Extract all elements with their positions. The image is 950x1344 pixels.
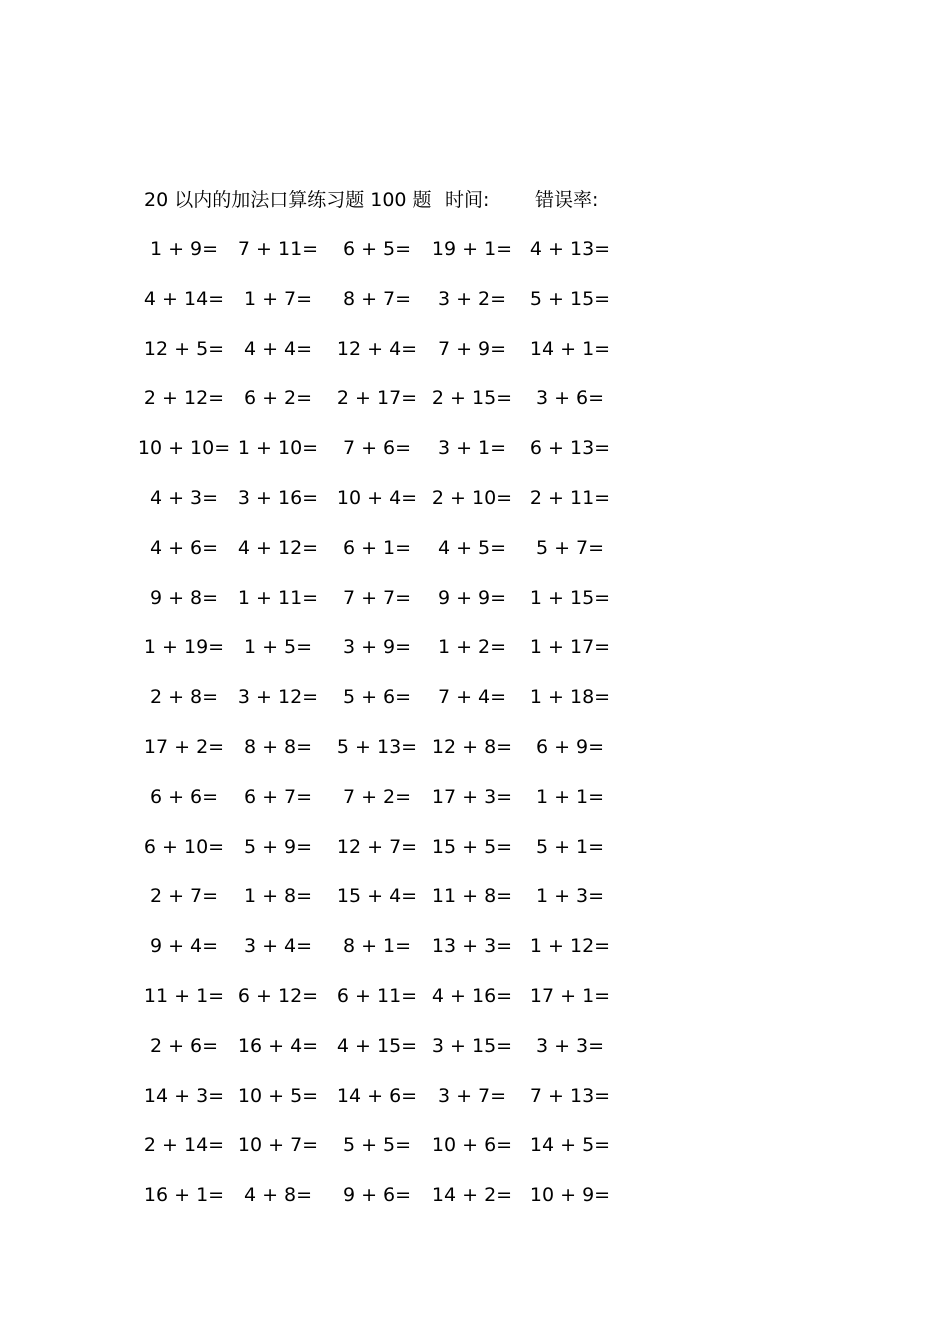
addition-problem: 6 + 12= [237,984,319,1007]
addition-problem: 8 + 7= [342,287,412,310]
problem-row [0,236,950,286]
addition-problem: 2 + 15= [431,387,513,410]
addition-problem: 2 + 6= [149,1034,219,1057]
addition-problem: 1 + 1= [535,785,605,808]
addition-problem: 10 + 7= [237,1134,319,1157]
addition-problem: 1 + 7= [243,287,313,310]
problem-row [0,933,950,983]
problem-row [0,983,950,1033]
addition-problem: 2 + 7= [149,885,219,908]
addition-problem: 1 + 17= [529,636,611,659]
addition-problem: 3 + 16= [237,486,319,509]
addition-problem: 10 + 10= [137,437,231,460]
addition-problem: 2 + 17= [336,387,418,410]
problem-row [0,1083,950,1133]
addition-problem: 5 + 7= [535,536,605,559]
worksheet-header [0,187,950,213]
addition-problem: 10 + 6= [431,1134,513,1157]
addition-problem: 7 + 7= [342,586,412,609]
addition-problem: 2 + 11= [529,486,611,509]
addition-problem: 6 + 5= [342,238,412,260]
addition-problem: 5 + 9= [243,835,313,858]
addition-problem: 3 + 4= [243,935,313,958]
addition-problem: 5 + 13= [336,735,418,758]
addition-problem: 14 + 3= [143,1084,225,1107]
problem-row [0,336,950,386]
time-label: 时间: [445,189,490,211]
addition-problem: 1 + 19= [143,636,225,659]
addition-problem: 2 + 14= [143,1134,225,1157]
addition-problem: 10 + 9= [529,1184,611,1207]
addition-problem: 9 + 9= [437,586,507,609]
addition-problem: 3 + 3= [535,1034,605,1057]
problem-row [0,385,950,435]
addition-problem: 4 + 5= [437,536,507,559]
addition-problem: 4 + 15= [336,1034,418,1057]
addition-problem: 3 + 9= [342,636,412,659]
addition-problem: 5 + 1= [535,835,605,858]
addition-problem: 14 + 2= [431,1184,513,1207]
addition-problem: 4 + 14= [143,287,225,310]
problem-row [0,585,950,635]
problem-row [0,485,950,535]
addition-problem: 1 + 2= [437,636,507,659]
problem-row [0,883,950,933]
addition-problem: 1 + 11= [237,586,319,609]
addition-problem: 1 + 5= [243,636,313,659]
addition-problem: 6 + 7= [243,785,313,808]
addition-problem: 1 + 8= [243,885,313,908]
addition-problem: 11 + 8= [431,885,513,908]
problem-row [0,1182,950,1232]
problem-row [0,435,950,485]
problem-row [0,684,950,734]
addition-problem: 4 + 8= [243,1184,313,1207]
addition-problem: 1 + 12= [529,935,611,958]
addition-problem: 2 + 10= [431,486,513,509]
addition-problem: 7 + 13= [529,1084,611,1107]
addition-problem: 4 + 3= [149,486,219,509]
addition-problem: 15 + 4= [336,885,418,908]
addition-problem: 3 + 6= [535,387,605,410]
addition-problem: 7 + 9= [437,337,507,360]
addition-problem: 17 + 2= [143,735,225,758]
addition-problem: 8 + 1= [342,935,412,958]
addition-problem: 2 + 12= [143,387,225,410]
addition-problem: 19 + 1= [431,238,513,260]
addition-problem: 17 + 1= [529,984,611,1007]
addition-problem: 10 + 4= [336,486,418,509]
addition-problem: 12 + 5= [143,337,225,360]
addition-problem: 1 + 9= [149,238,219,260]
addition-problem: 4 + 4= [243,337,313,360]
addition-problem: 15 + 5= [431,835,513,858]
addition-problem: 6 + 9= [535,735,605,758]
error-rate-label: 错误率: [535,189,599,211]
addition-problem: 5 + 6= [342,686,412,709]
addition-problem: 14 + 6= [336,1084,418,1107]
addition-problem: 14 + 5= [529,1134,611,1157]
addition-problem: 6 + 11= [336,984,418,1007]
addition-problem: 3 + 1= [437,437,507,460]
addition-problem: 11 + 1= [143,984,225,1007]
addition-problem: 1 + 3= [535,885,605,908]
addition-problem: 6 + 13= [529,437,611,460]
addition-problem: 8 + 8= [243,735,313,758]
addition-problem: 9 + 8= [149,586,219,609]
addition-problem: 6 + 2= [243,387,313,410]
addition-problem: 4 + 6= [149,536,219,559]
addition-problem: 6 + 1= [342,536,412,559]
addition-problem: 4 + 16= [431,984,513,1007]
addition-problem: 9 + 4= [149,935,219,958]
addition-problem: 4 + 13= [529,238,611,260]
addition-problem: 16 + 1= [143,1184,225,1207]
addition-problem: 7 + 2= [342,785,412,808]
addition-problem: 3 + 2= [437,287,507,310]
problem-row [0,1033,950,1083]
addition-problem: 1 + 15= [529,586,611,609]
addition-problem: 12 + 4= [336,337,418,360]
problem-row [0,535,950,585]
addition-problem: 5 + 15= [529,287,611,310]
addition-problem: 4 + 12= [237,536,319,559]
addition-problem: 6 + 6= [149,785,219,808]
problem-row [0,834,950,884]
addition-problem: 7 + 4= [437,686,507,709]
addition-problem: 7 + 6= [342,437,412,460]
addition-problem: 2 + 8= [149,686,219,709]
addition-problem: 13 + 3= [431,935,513,958]
problem-grid [0,236,950,1232]
addition-problem: 5 + 5= [342,1134,412,1157]
addition-problem: 12 + 8= [431,735,513,758]
worksheet-title: 20 以内的加法口算练习题 100 题 [144,189,432,211]
addition-problem: 14 + 1= [529,337,611,360]
addition-problem: 3 + 12= [237,686,319,709]
problem-row [0,286,950,336]
addition-problem: 1 + 18= [529,686,611,709]
problem-row [0,784,950,834]
addition-problem: 3 + 7= [437,1084,507,1107]
addition-problem: 3 + 15= [431,1034,513,1057]
addition-problem: 16 + 4= [237,1034,319,1057]
problem-row [0,634,950,684]
addition-problem: 9 + 6= [342,1184,412,1207]
addition-problem: 1 + 10= [237,437,319,460]
addition-problem: 6 + 10= [143,835,225,858]
addition-problem: 10 + 5= [237,1084,319,1107]
problem-row [0,1132,950,1182]
problem-row [0,734,950,784]
addition-problem: 17 + 3= [431,785,513,808]
addition-problem: 12 + 7= [336,835,418,858]
addition-problem: 7 + 11= [237,238,319,260]
